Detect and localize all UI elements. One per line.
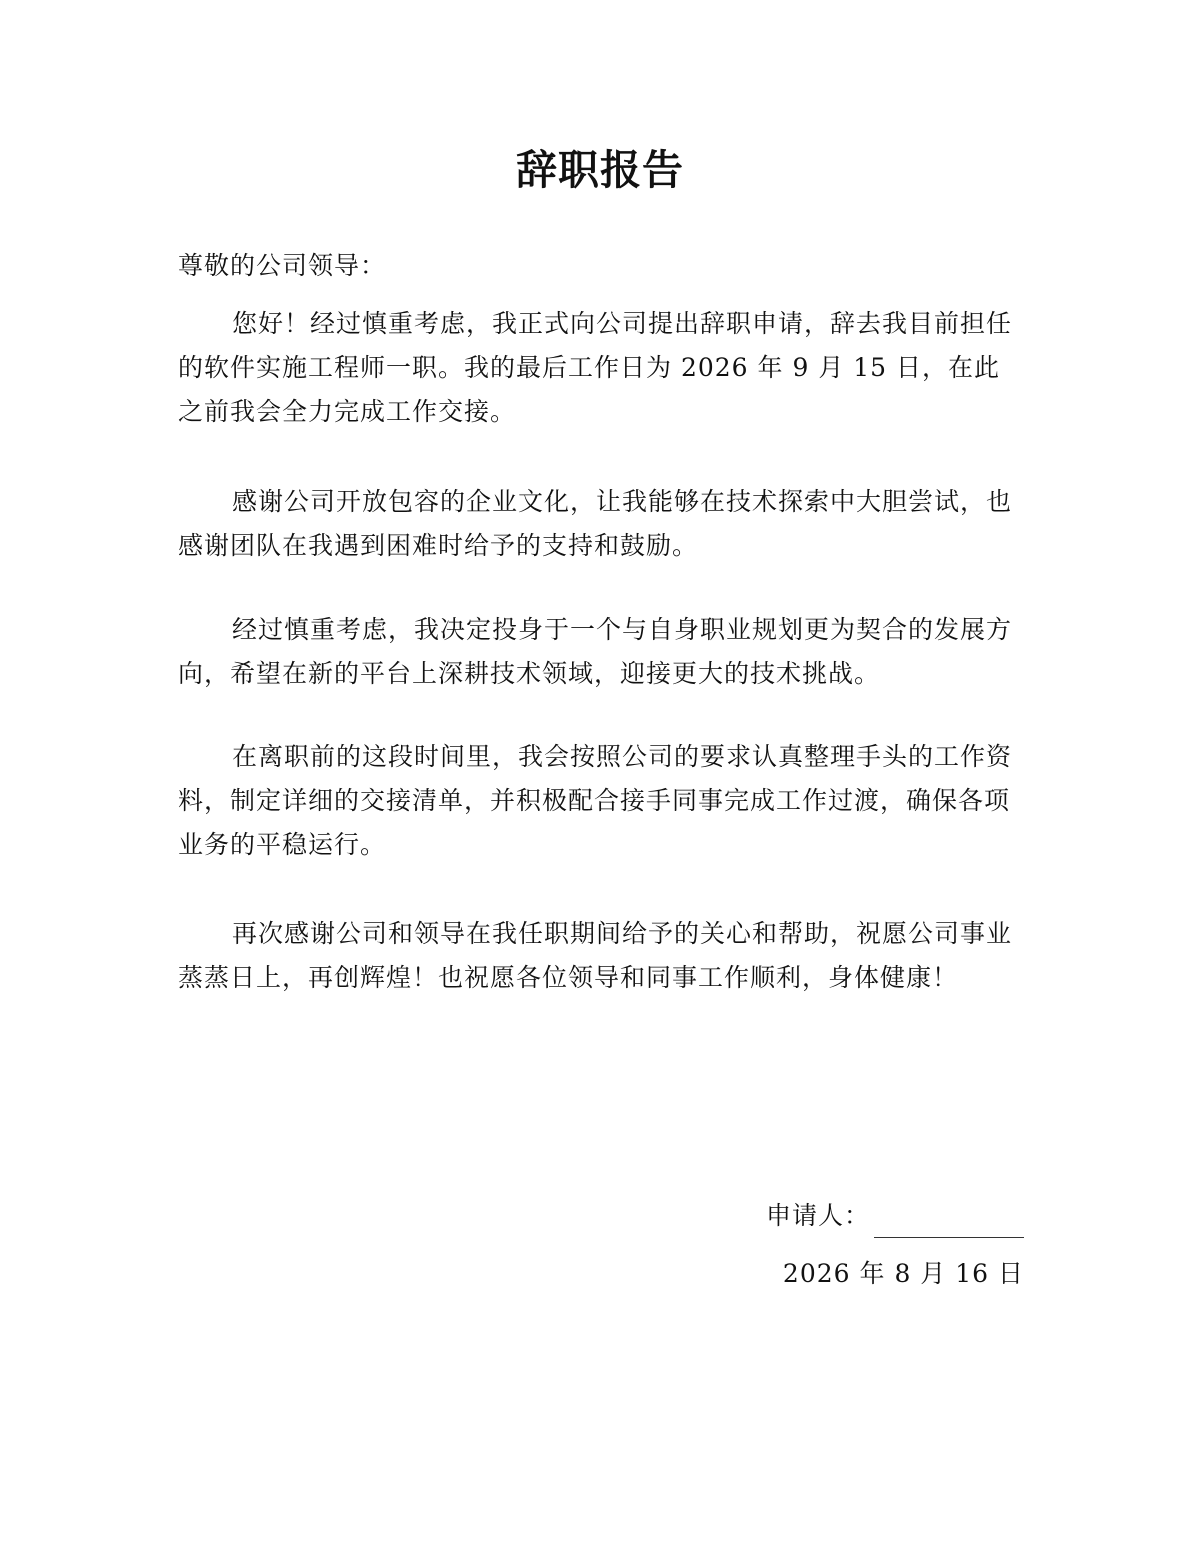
paragraph-resignation-notice: 您好！经过慎重考虑，我正式向公司提出辞职申请，辞去我目前担任的软件实施工程师一职。我的最后工作日为 2026 年 9 月 15 日，在此之前我会全力完成工作交接。 — [178, 309, 1013, 426]
paragraph-gratitude-culture: 感谢公司开放包容的企业文化，让我能够在技术探索中大胆尝试，也感谢团队在我遇到困难时给予的支持和鼓励。 — [178, 487, 1013, 560]
paragraph-career-direction: 经过慎重考虑，我决定投身于一个与自身职业规划更为契合的发展方向，希望在新的平台上深耕技术领域，迎接更大的技术挑战。 — [178, 615, 1013, 688]
signature-label: 申请人： — [765, 1201, 870, 1230]
document-title: 辞职报告 — [516, 146, 684, 194]
paragraph-handover-plan: 在离职前的这段时间里，我会按照公司的要求认真整理手头的工作资料，制定详细的交接清单，并积极配合接手同事完成工作过渡，确保各项业务的平稳运行。 — [178, 742, 1013, 859]
salutation: 尊敬的公司领导： — [178, 251, 387, 280]
paragraph-closing-wishes: 再次感谢公司和领导在我任职期间给予的关心和帮助，祝愿公司事业蒸蒸日上，再创辉煌！也祝愿各位领导和同事工作顺利，身体健康！ — [178, 919, 1013, 992]
signature-block — [766, 1194, 1024, 1238]
letter-date: 2026 年 8 月 16 日 — [782, 1259, 1024, 1288]
signature-line — [874, 1205, 1024, 1238]
